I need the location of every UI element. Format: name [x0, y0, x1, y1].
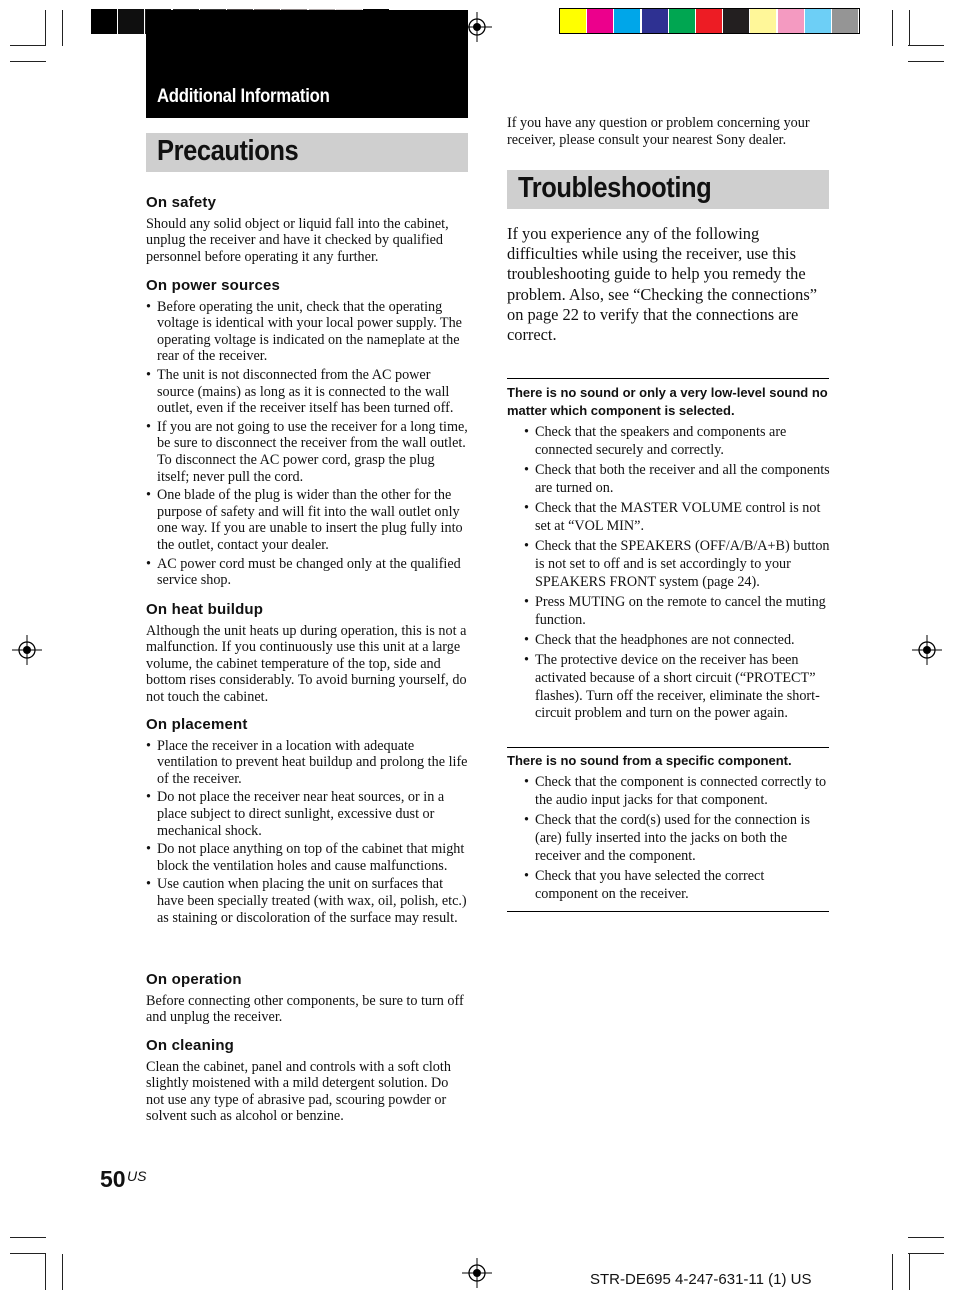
cleaning-section [146, 1038, 468, 1125]
cleaning-text: Clean the cabinet, panel and controls with a soft cloth slightly moistened with a mild detergent solution. Do not use any type of abrasive pad, scouring powder or solvent such as alcohol or benzine. [146, 1058, 451, 1125]
safety-section [146, 195, 468, 265]
page-number-suffix: US [127, 1168, 147, 1184]
problem-heading: There is no sound or only a very low-level sound no matter which component is selected. [507, 385, 828, 418]
list-item: • The unit is not disconnected from the AC power source (mains) as long as it is connected to the wall outlet, even if the receiver itself has been turned off. [146, 367, 468, 417]
section-label: Additional Information [157, 86, 330, 107]
list-item: • The protective device on the receiver has been activated because of a short circuit (“PROTECT” flashes). Turn off the receiver, eliminate the short-circuit problem and turn on the power again. [524, 652, 830, 723]
list-item: • Before operating the unit, check that the operating voltage is identical with your local power supply. The operating voltage is indicated on the nameplate at the rear of the receiver. [146, 299, 468, 365]
list-item: • Check that the SPEAKERS (OFF/A/B/A+B) button is not set to off and is set accordingly to your SPEAKERS FRONT system (page 24). [524, 538, 830, 591]
precautions-title: Precautions [157, 135, 299, 167]
heat-heading: On heat buildup [146, 601, 264, 618]
problem-checklist [524, 424, 830, 725]
heat-text: Although the unit heats up during operation, this is not a malfunction. If you continuously use this unit at a large volume, the cabinet temperature of the top, side and bottom rises considerably. To avoid burning yourself, do not touch the cabinet. [146, 622, 467, 705]
troubleshooting-intro: If you experience any of the following difficulties while using the receiver, use this troubleshooting guide to help you remedy the problem. Also, see “Checking the connections” on page 22 to verify that the connections are correct. [507, 224, 817, 345]
precautions-title-box [146, 133, 468, 172]
list-item: • Do not place anything on top of the cabinet that might block the ventilation holes and cause malfunctions. [146, 841, 468, 874]
list-item: • AC power cord must be changed only at the qualified service shop. [146, 556, 468, 589]
list-item: • Check that the MASTER VOLUME control is not set at “VOL MIN”. [524, 500, 830, 536]
placement-list [146, 738, 468, 927]
list-item: • Check that the component is connected correctly to the audio input jacks for that component. [524, 774, 830, 810]
safety-text: Should any solid object or liquid fall into the cabinet, unplug the receiver and have it checked by qualified personnel before operating it any further. [146, 215, 449, 265]
list-item: • Check that both the receiver and all the components are turned on. [524, 462, 830, 498]
dealer-note: If you have any question or problem concerning your receiver, please consult your nearest Sony dealer. [507, 115, 810, 148]
placement-section [146, 717, 468, 928]
list-item: • Use caution when placing the unit on surfaces that have been specially treated (with wax, oil, polish, etc.) as staining or discoloration of the surface may result. [146, 876, 468, 926]
list-item: • Check that the speakers and components are connected securely and correctly. [524, 424, 830, 460]
operation-section [146, 972, 468, 1026]
list-item: • Press MUTING on the remote to cancel the muting function. [524, 594, 830, 630]
registration-mark-icon [12, 635, 42, 665]
operation-heading: On operation [146, 971, 242, 988]
list-item: • Do not place the receiver near heat sources, or in a place subject to direct sunlight, excessive dust or mechanical shock. [146, 789, 468, 839]
divider [507, 911, 829, 912]
gray-swatch [91, 9, 117, 34]
list-item: • Place the receiver in a location with adequate ventilation to prevent heat buildup and prolong the life of the receiver. [146, 738, 468, 788]
list-item: • One blade of the plug is wider than the other for the purpose of safety and will fit into the wall outlet only one way. If you are unable to insert the plug fully into the outlet, contact your dealer. [146, 487, 468, 553]
gray-swatch [118, 9, 144, 34]
problem-checklist [524, 774, 830, 906]
list-item: • Check that the headphones are not connected. [524, 632, 830, 650]
cleaning-heading: On cleaning [146, 1037, 235, 1054]
power-section [146, 278, 468, 591]
registration-mark-icon [462, 1258, 492, 1288]
power-list [146, 299, 468, 589]
heat-section [146, 602, 468, 706]
power-heading: On power sources [146, 277, 281, 294]
color-bar-frame [559, 8, 860, 34]
divider [507, 747, 829, 748]
page-number: 50 [100, 1166, 126, 1192]
list-item: • Check that you have selected the correct component on the receiver. [524, 868, 830, 904]
operation-text: Before connecting other components, be sure to turn off and unplug the receiver. [146, 992, 464, 1026]
document-code: STR-DE695 4-247-631-11 (1) US [590, 1271, 812, 1288]
divider [507, 378, 829, 379]
troubleshooting-title-box [507, 170, 829, 209]
problem-heading: There is no sound from a specific component. [507, 753, 792, 768]
placement-heading: On placement [146, 716, 248, 733]
registration-mark-icon [912, 635, 942, 665]
troubleshooting-title: Troubleshooting [518, 172, 712, 204]
list-item: • If you are not going to use the receiver for a long time, be sure to disconnect the receiver from the wall outlet. To disconnect the AC power cord, grasp the plug itself; never pull the cord. [146, 419, 468, 485]
list-item: • Check that the cord(s) used for the connection is (are) fully inserted into the jacks on both the receiver and the component. [524, 812, 830, 865]
safety-heading: On safety [146, 194, 217, 211]
